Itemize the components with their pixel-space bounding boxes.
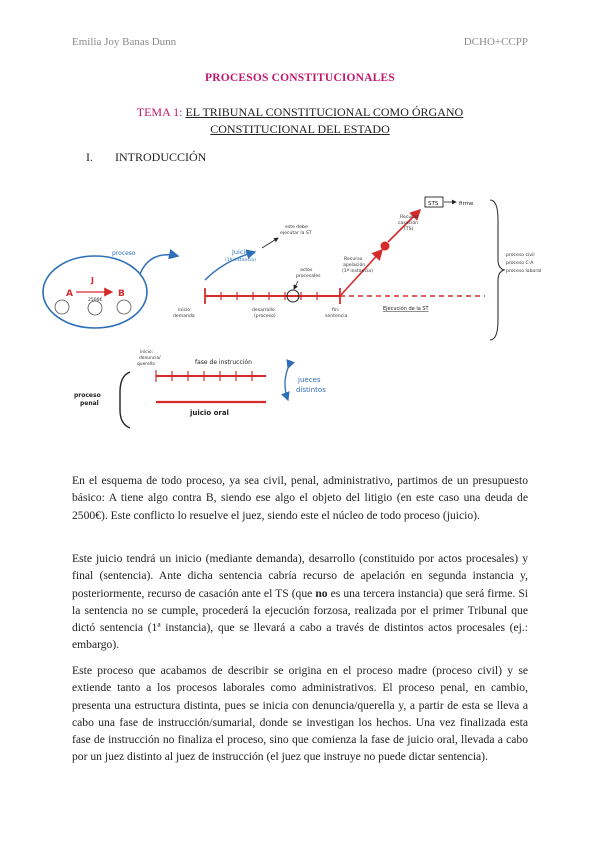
person-b-icon — [117, 300, 131, 314]
end-label-2: sentencia — [325, 314, 348, 319]
judges-label-1: jueces — [298, 376, 321, 384]
paragraph-2-bold: no — [315, 586, 328, 600]
appeal-label-2: apelación — [343, 263, 366, 268]
tema-label: TEMA 1 — [136, 105, 180, 119]
judge-label: J — [91, 276, 94, 285]
cassation-label-2: casación — [398, 221, 419, 226]
start-label-2: demanda — [173, 314, 195, 319]
tema-heading — [72, 104, 528, 138]
party-a-label: A — [66, 289, 73, 299]
appeal-path — [340, 197, 474, 296]
section-number: I. — [86, 150, 93, 164]
penal-start-label-1: inicio: — [140, 350, 154, 355]
party-b-label: B — [118, 289, 125, 299]
penal-diagram — [74, 349, 326, 428]
amount-label: 2500€ — [88, 298, 103, 303]
execution-label: Ejecución de la ST — [383, 306, 429, 312]
start-label-1: inicio: — [178, 308, 192, 313]
cassation-label-3: (TS) — [404, 227, 414, 232]
litigation-circle — [43, 256, 147, 328]
document-title: PROCESOS CONSTITUCIONALES — [204, 72, 395, 84]
appeal-dot — [381, 242, 390, 251]
paragraph-2-part-a: Este juicio tendrá un inicio (mediante demanda), desarrollo (constituido por actos procesales) y final (sentencia). Ante dicha sentencia cabría recurso de apelación en segunda instancia y, posteriormente, recurso de casación ante el TS (que — [72, 552, 528, 600]
acts-label-1: actos — [300, 268, 313, 273]
penal-label-1: proceso — [74, 392, 101, 399]
paragraph-2 — [72, 550, 528, 654]
process-brace — [490, 200, 541, 340]
development-label-2: (proceso) — [254, 314, 276, 319]
judge-icon — [88, 301, 102, 315]
first-judgment-label-2: (1ª instancia) — [225, 258, 256, 263]
brace-item-civil: proceso civil — [506, 253, 535, 258]
firme-label: firme — [459, 201, 474, 207]
brace-item-laboral: proceso laboral — [506, 269, 542, 274]
execute-label-1: este debe — [285, 225, 308, 230]
first-instance-arrow — [205, 238, 278, 280]
section-title: INTRODUCCIÓN — [115, 150, 207, 164]
section-heading — [86, 150, 206, 165]
instruction-label: fase de instrucción — [195, 359, 252, 366]
penal-start-label-2: denuncia/ — [139, 356, 161, 361]
proceso-label: proceso — [112, 250, 136, 257]
tema-title-line2: CONSTITUCIONAL DEL ESTADO — [210, 122, 390, 136]
proceso-arrow — [112, 250, 178, 274]
brace-item-ca: proceso C-A — [506, 261, 534, 266]
header-author: Emilia Joy Banas Dunn — [72, 36, 177, 48]
end-label-1: fin: — [332, 308, 340, 313]
acts-label-2: procesales — [296, 274, 321, 279]
process-diagram — [0, 180, 600, 440]
first-judgment-label-1: Juicio — [232, 248, 250, 256]
header-course: DCHO+CCPP — [463, 36, 528, 48]
oral-label: juicio oral — [190, 409, 229, 417]
paragraph-2-part-b: es una tercera instancia) que será firme. Si la sentencia no se cumple, procederá la ejecución forzosa, realizada por el primer Tribunal que dictó sentencia (1ª instancia), que se llevará a cabo a través de distintos actos procesales (ej.: embargo). — [72, 586, 528, 652]
person-a-icon — [55, 300, 69, 314]
tema-title-line1: EL TRIBUNAL CONSTITUCIONAL COMO ÓRGANO — [185, 105, 464, 119]
penal-start-label-3: querella — [137, 362, 155, 367]
cassation-label-1: Recurso — [400, 215, 419, 220]
sts-label: STS — [428, 201, 439, 207]
penal-brace — [120, 372, 130, 428]
paragraph-1: En el esquema de todo proceso, ya sea civil, penal, administrativo, partimos de un presupuesto básico: A tiene algo contra B, siendo ese algo el objeto del litigio (en este caso una deuda de 2500€). Este conflicto lo resuelve el juez, siendo este el núcleo de todo proceso (juicio). — [72, 474, 528, 522]
penal-label-2: penal — [80, 400, 99, 407]
appeal-label-3: (1ª instancia) — [342, 269, 373, 274]
tema-separator: : — [179, 105, 183, 119]
judges-arrow — [285, 368, 288, 400]
development-label-1: desarrollo — [252, 308, 275, 313]
process-timeline — [205, 281, 485, 304]
appeal-label-1: Recurso — [344, 257, 363, 262]
judges-label-2: distintos — [296, 386, 326, 394]
paragraph-3: Este proceso que acabamos de describir se origina en el proceso madre (proceso civil) y se extiende tanto a los procesos laborales como administrativos. El proceso penal, en cambio, presenta una estructura distinta, pues se inicia con denuncia/querella y, a partir de esta se lleva a cabo una fase de instrucción/sumarial, donde se investigan los hechos. Una vez finalizada esta fase de instrucción no finaliza el proceso, sino que comienza la fase de juicio oral, llevada a cabo por un juez distinto al juez de instrucción (el juez que instruye no puede dictar sentencia). — [72, 664, 528, 764]
execute-label-2: ejecutar la ST — [280, 231, 312, 236]
